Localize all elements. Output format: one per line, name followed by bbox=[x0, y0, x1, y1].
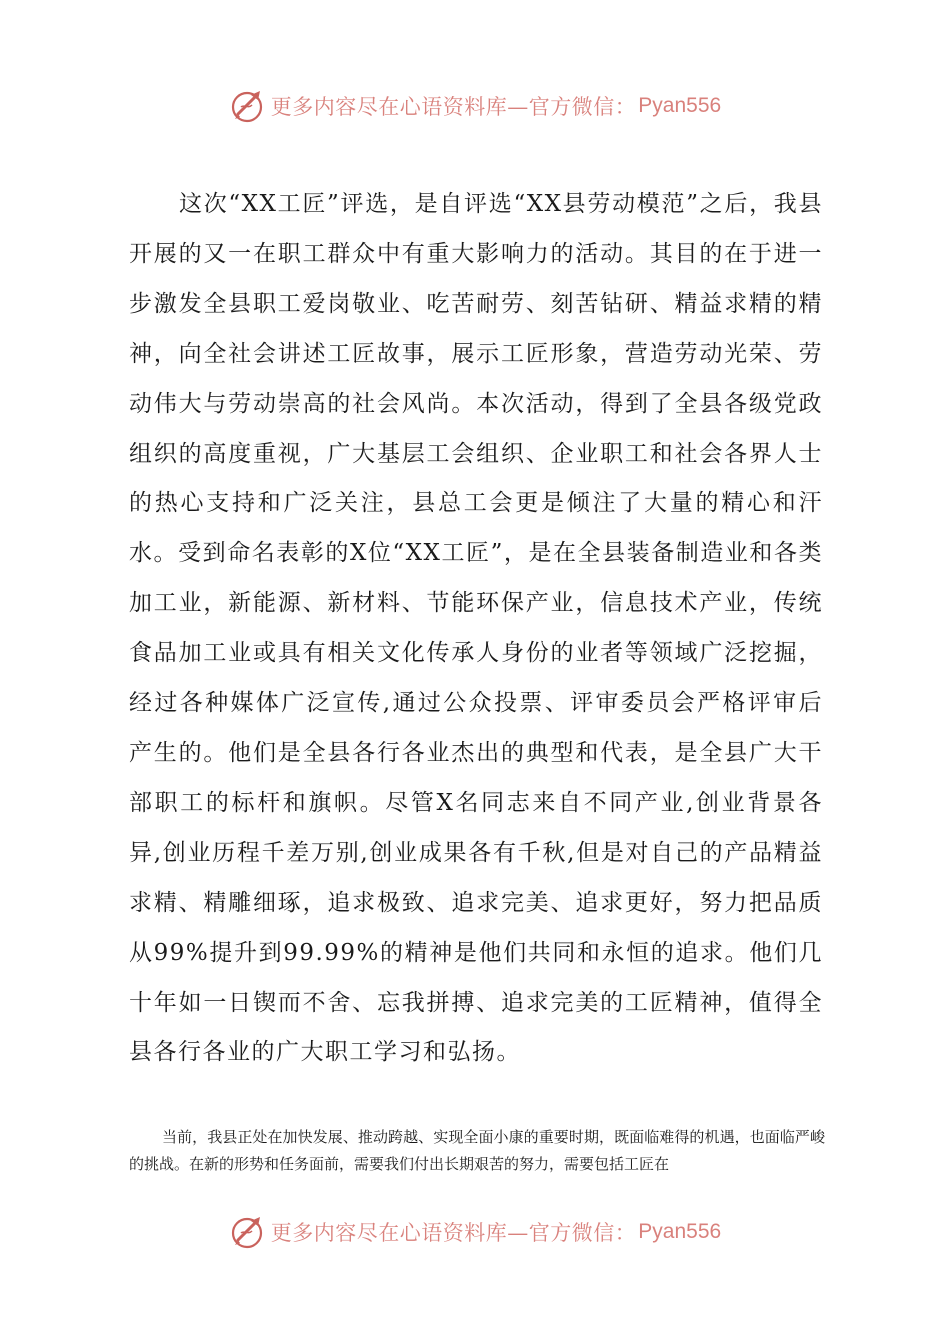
watermark-wechat-id: Pyan556 bbox=[638, 94, 722, 117]
pen-logo-icon bbox=[229, 87, 267, 125]
pen-logo-icon bbox=[229, 1213, 267, 1251]
watermark-footer bbox=[0, 1210, 950, 1254]
watermark-text: 更多内容尽在心语资料库—官方微信： bbox=[270, 95, 637, 119]
main-paragraph: 这次“XX工匠”评选，是自评选“XX县劳动模范”之后，我县开展的又一在职工群众中有重大影响力的活动。其目的在于进一步激发全县职工爱岗敬业、吃苦耐劳、刻苦钻研、精益求精的精神，向全社会讲述工匠故事，展示工匠形象，营造劳动光荣、劳动伟大与劳动崇高的社会风尚。本次活动，得到了全县各级党政组织的高度重视，广大基层工会组织、企业职工和社会各界人士的热心支持和广泛关注，县总工会更是倾注了大量的精心和汗水。受到命名表彰的X位“XX工匠”，是在全县装备制造业和各类加工业，新能源、新材料、节能环保产业，信息技术产业，传统食品加工业或具有相关文化传承人身份的业者等领域广泛挖掘，经过各种媒体广泛宣传,通过公众投票、评审委员会严格评审后产生的。他们是全县各行各业杰出的典型和代表，是全县广大干部职工的标杆和旗帜。尽管X名同志来自不同产业,创业背景各异,创业历程千差万别,创业成果各有千秋,但是对自己的产品精益求精、精雕细琢，追求极致、追求完美、追求更好，努力把品质从99%提升到99.99%的精神是他们共同和永恒的追求。他们几十年如一日锲而不舍、忘我拼搏、追求完美的工匠精神，值得全县各行各业的广大职工学习和弘扬。 bbox=[129, 191, 823, 1066]
watermark-header bbox=[0, 84, 950, 128]
watermark-text: 更多内容尽在心语资料库—官方微信： bbox=[270, 1221, 637, 1245]
watermark-wechat-id: Pyan556 bbox=[638, 1220, 722, 1243]
second-paragraph: 当前，我县正处在加快发展、推动跨越、实现全面小康的重要时期，既面临难得的机遇，也面临严峻的挑战。在新的形势和任务面前，需要我们付出长期艰苦的努力，需要包括工匠在 bbox=[129, 1128, 825, 1173]
